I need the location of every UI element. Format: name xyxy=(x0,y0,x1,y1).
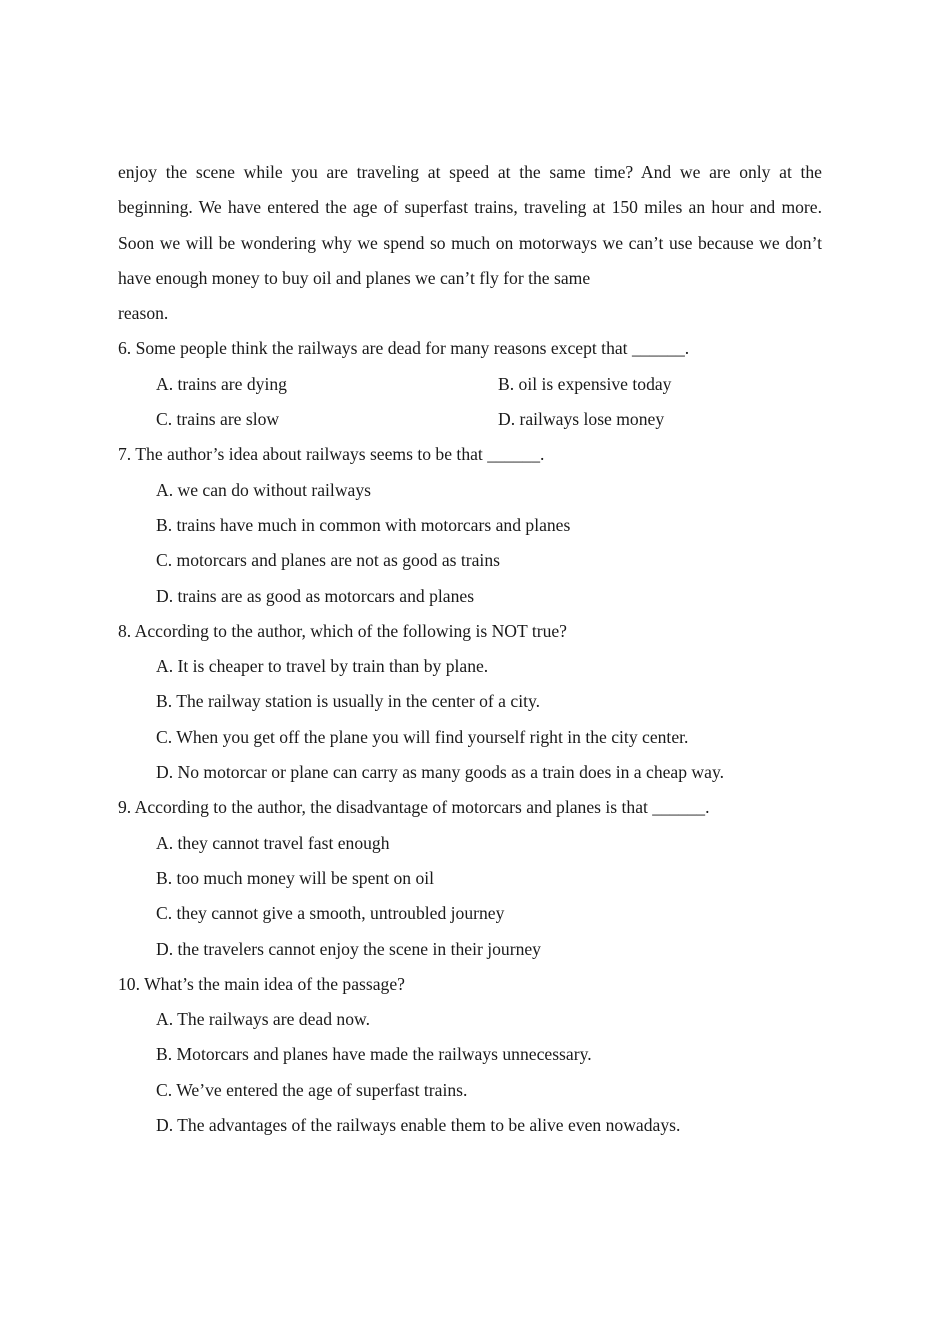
option-row xyxy=(118,1002,822,1037)
option-d[interactable]: D. railways lose money xyxy=(498,409,665,430)
option-d[interactable]: D. the travelers cannot enjoy the scene in their journey xyxy=(156,938,541,959)
option-d[interactable]: D. The advantages of the railways enable them to be alive even nowadays. xyxy=(156,1115,681,1136)
option-a[interactable]: A. trains are dying xyxy=(156,373,287,394)
passage-paragraph xyxy=(118,155,822,331)
option-row xyxy=(118,543,822,578)
option-c[interactable]: C. they cannot give a smooth, untroubled journey xyxy=(156,903,505,924)
option-b[interactable]: B. Motorcars and planes have made the railways unnecessary. xyxy=(156,1044,592,1065)
passage-line: because we don’t have enough money to buy oil and planes we can’t fly for the same xyxy=(118,232,823,288)
question-9 xyxy=(118,790,822,966)
option-b[interactable]: B. too much money will be spent on oil xyxy=(156,867,435,888)
option-d[interactable]: D. No motorcar or plane can carry as many goods as a train does in a cheap way. xyxy=(156,762,724,783)
option-c[interactable]: C. motorcars and planes are not as good as trains xyxy=(156,550,500,571)
option-row xyxy=(118,402,822,437)
option-row xyxy=(118,826,822,861)
question-stem: 9. According to the author, the disadvantage of motorcars and planes is that ______. xyxy=(118,797,710,818)
option-row xyxy=(118,367,822,402)
option-a[interactable]: A. they cannot travel fast enough xyxy=(156,832,390,853)
option-c[interactable]: C. trains are slow xyxy=(156,409,280,430)
option-row xyxy=(118,755,822,790)
option-a[interactable]: A. It is cheaper to travel by train than by plane. xyxy=(156,656,489,677)
option-row xyxy=(118,473,822,508)
option-a[interactable]: A. The railways are dead now. xyxy=(156,1009,370,1030)
option-b[interactable]: B. The railway station is usually in the center of a city. xyxy=(156,691,541,712)
question-8 xyxy=(118,614,822,790)
option-row xyxy=(118,1108,822,1143)
question-6 xyxy=(118,331,822,437)
option-row xyxy=(118,579,822,614)
question-stem: 8. According to the author, which of the following is NOT true? xyxy=(118,620,567,641)
question-stem: 10. What’s the main idea of the passage? xyxy=(118,973,405,994)
passage-line: beginning. We have entered the age of superfast trains, traveling at 150 miles an hour and xyxy=(118,197,776,218)
option-b[interactable]: B. oil is expensive today xyxy=(498,373,672,394)
passage-line: more. Soon we will be wondering why we spend so much on motorways we can’t use xyxy=(118,197,822,253)
question-sheet xyxy=(118,155,822,1143)
option-row xyxy=(118,1073,822,1108)
option-row xyxy=(118,932,822,967)
question-stem: 6. Some people think the railways are dead for many reasons except that ______. xyxy=(118,338,690,359)
option-row xyxy=(118,649,822,684)
option-row xyxy=(118,508,822,543)
option-row xyxy=(118,861,822,896)
option-row xyxy=(118,684,822,719)
question-7 xyxy=(118,437,822,613)
option-row xyxy=(118,1037,822,1072)
passage-line: enjoy the scene while you are traveling at speed at the same time? And we are only at the xyxy=(118,162,822,182)
question-stem: 7. The author’s idea about railways seems to be that ______. xyxy=(118,444,545,465)
passage-line: reason. xyxy=(118,303,169,324)
option-c[interactable]: C. We’ve entered the age of superfast trains. xyxy=(156,1079,468,1100)
option-c[interactable]: C. When you get off the plane you will find yourself right in the city center. xyxy=(156,726,689,747)
option-a[interactable]: A. we can do without railways xyxy=(156,479,371,500)
option-b[interactable]: B. trains have much in common with motorcars and planes xyxy=(156,514,571,535)
option-d[interactable]: D. trains are as good as motorcars and planes xyxy=(156,585,475,606)
option-row xyxy=(118,896,822,931)
option-row xyxy=(118,720,822,755)
question-10 xyxy=(118,967,822,1143)
